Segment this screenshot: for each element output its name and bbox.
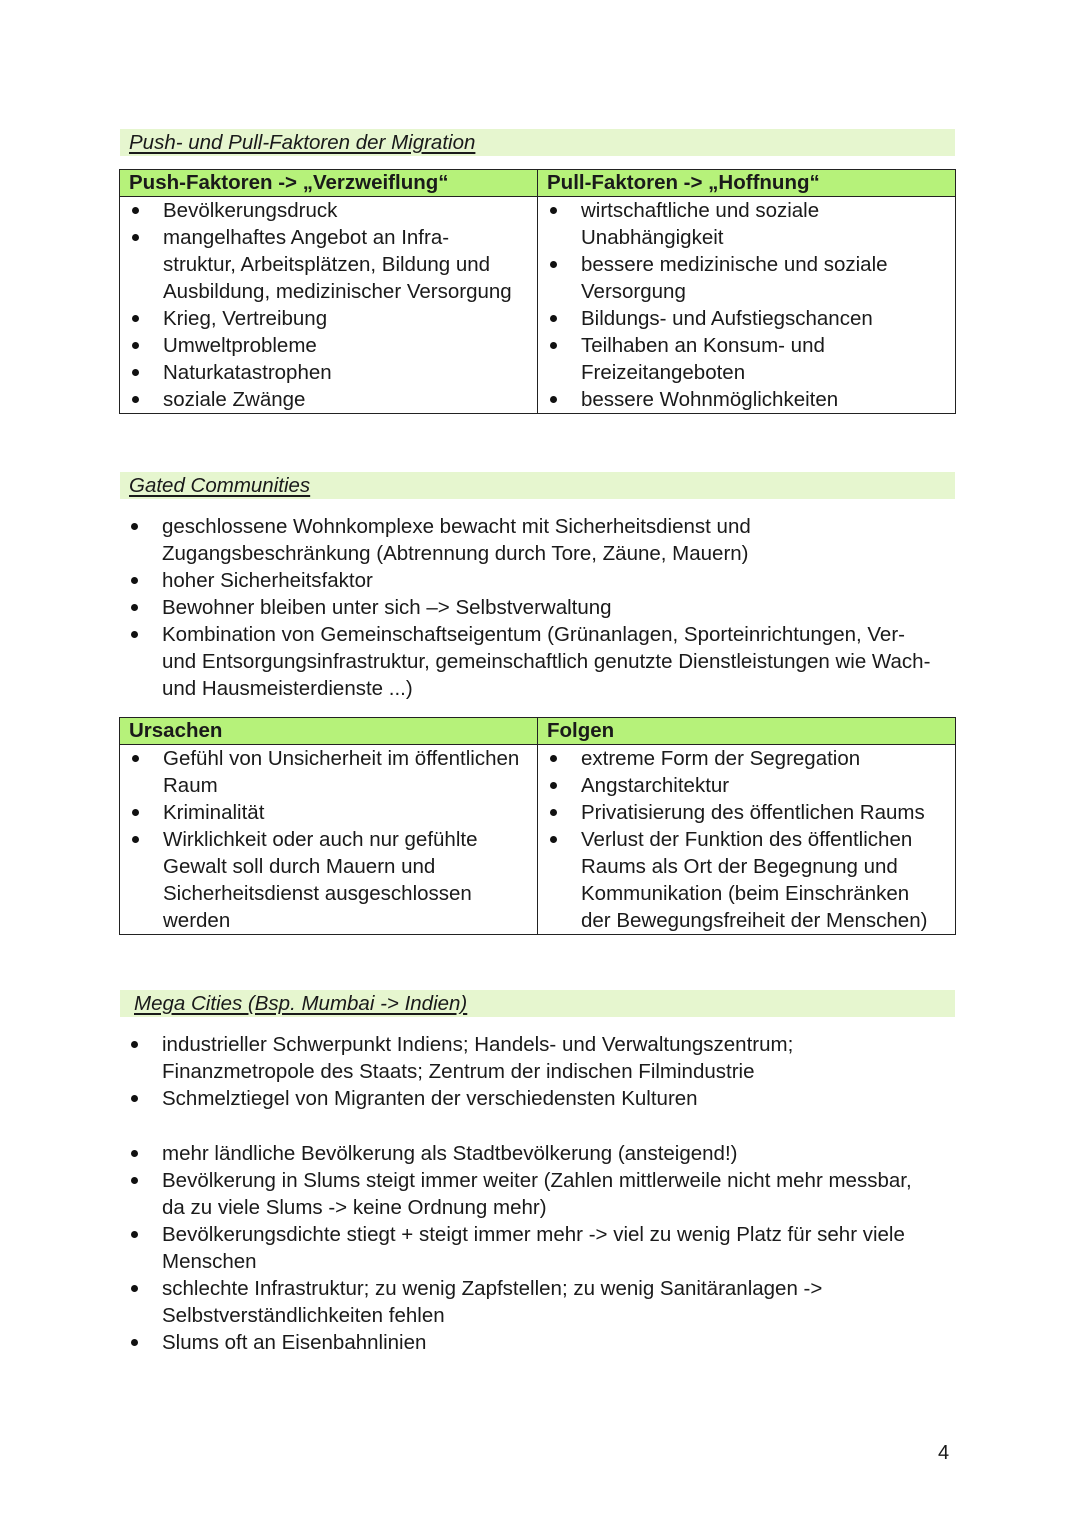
list-item: Krieg, Vertreibung: [129, 305, 537, 332]
list-item: Kombination von Gemeinschaftseigentum (Grünanlagen, Sporteinrichtungen, Ver- und Entsorgungsinfrastruktur, gemeinschaftlich genutzte Dienstleistungen wie Wach- und Hausmeisterdienste ...): [128, 621, 958, 702]
list-item: Schmelztiegel von Migranten der verschiedensten Kulturen: [128, 1085, 958, 1112]
mega-list-b: [128, 1140, 958, 1356]
effects-list: [547, 745, 955, 934]
list-item: Verlust der Funktion des öffentlichen Raums als Ort der Begegnung und Kommunikation (beim Einschränken der Bewegungsfreiheit der Menschen): [547, 826, 955, 934]
list-item: Wirklichkeit oder auch nur gefühlte Gewalt soll durch Mauern und Sicherheitsdienst ausgeschlossen werden: [129, 826, 537, 934]
section-title-text: Gated Communities: [129, 474, 311, 497]
list-item: Bevölkerung in Slums steigt immer weiter (Zahlen mittlerweile nicht mehr messbar, da zu viele Slums -> keine Ordnung mehr): [128, 1167, 958, 1221]
list-item: Naturkatastrophen: [129, 359, 537, 386]
migration-table: [119, 169, 956, 414]
list-item: schlechte Infrastruktur; zu wenig Zapfstellen; zu wenig Sanitäranlagen -> Selbstverständlichkeiten fehlen: [128, 1275, 958, 1329]
causes-list: [129, 745, 537, 934]
push-header: Push-Faktoren -> „Verzweiflung“: [120, 170, 538, 197]
list-item: mangelhaftes Angebot an Infra- struktur, Arbeitsplätzen, Bildung und Ausbildung, medizinischer Versorgung: [129, 224, 537, 305]
list-item: hoher Sicherheitsfaktor: [128, 567, 958, 594]
list-item: mehr ländliche Bevölkerung als Stadtbevölkerung (ansteigend!): [128, 1140, 958, 1167]
list-item: soziale Zwänge: [129, 386, 537, 413]
list-item: industrieller Schwerpunkt Indiens; Handels- und Verwaltungszentrum; Finanzmetropole des Staats; Zentrum der indischen Filmindustrie: [128, 1031, 958, 1085]
page-number: 4: [938, 1442, 950, 1464]
effects-cell: [538, 745, 956, 935]
causes-cell: [120, 745, 538, 935]
push-cell: [120, 197, 538, 414]
section-title-gated: [120, 472, 955, 499]
list-item: Umweltprobleme: [129, 332, 537, 359]
mega-list-a: [128, 1031, 958, 1112]
list-item: Gefühl von Unsicherheit im öffentlichen Raum: [129, 745, 537, 799]
push-list: [129, 197, 537, 413]
list-item: Bewohner bleiben unter sich –> Selbstverwaltung: [128, 594, 958, 621]
list-item: Teilhaben an Konsum- und Freizeitangeboten: [547, 332, 955, 386]
list-item: Angstarchitektur: [547, 772, 955, 799]
section-title-mega: [120, 990, 955, 1017]
pull-cell: [538, 197, 956, 414]
section-title-text: Push- und Pull-Faktoren der Migration: [129, 131, 476, 154]
list-item: wirtschaftliche und soziale Unabhängigkeit: [547, 197, 955, 251]
list-item: Bildungs- und Aufstiegschancen: [547, 305, 955, 332]
pull-list: [547, 197, 955, 413]
list-item: bessere Wohnmöglichkeiten: [547, 386, 955, 413]
list-item: Slums oft an Eisenbahnlinien: [128, 1329, 958, 1356]
list-item: Bevölkerungsdruck: [129, 197, 537, 224]
list-item: geschlossene Wohnkomplexe bewacht mit Sicherheitsdienst und Zugangsbeschränkung (Abtrennung durch Tore, Zäune, Mauern): [128, 513, 958, 567]
gated-table: [119, 717, 956, 935]
causes-header: Ursachen: [120, 718, 538, 745]
list-item: Kriminalität: [129, 799, 537, 826]
list-item: bessere medizinische und soziale Versorgung: [547, 251, 955, 305]
pull-header: Pull-Faktoren -> „Hoffnung“: [538, 170, 956, 197]
section-title-migration: [120, 129, 955, 156]
list-item: Privatisierung des öffentlichen Raums: [547, 799, 955, 826]
effects-header: Folgen: [538, 718, 956, 745]
section-title-text: Mega Cities (Bsp. Mumbai -> Indien): [134, 992, 468, 1015]
gated-list: [128, 513, 958, 702]
list-item: Bevölkerungsdichte stiegt + steigt immer mehr -> viel zu wenig Platz für sehr viele Menschen: [128, 1221, 958, 1275]
list-item: extreme Form der Segregation: [547, 745, 955, 772]
